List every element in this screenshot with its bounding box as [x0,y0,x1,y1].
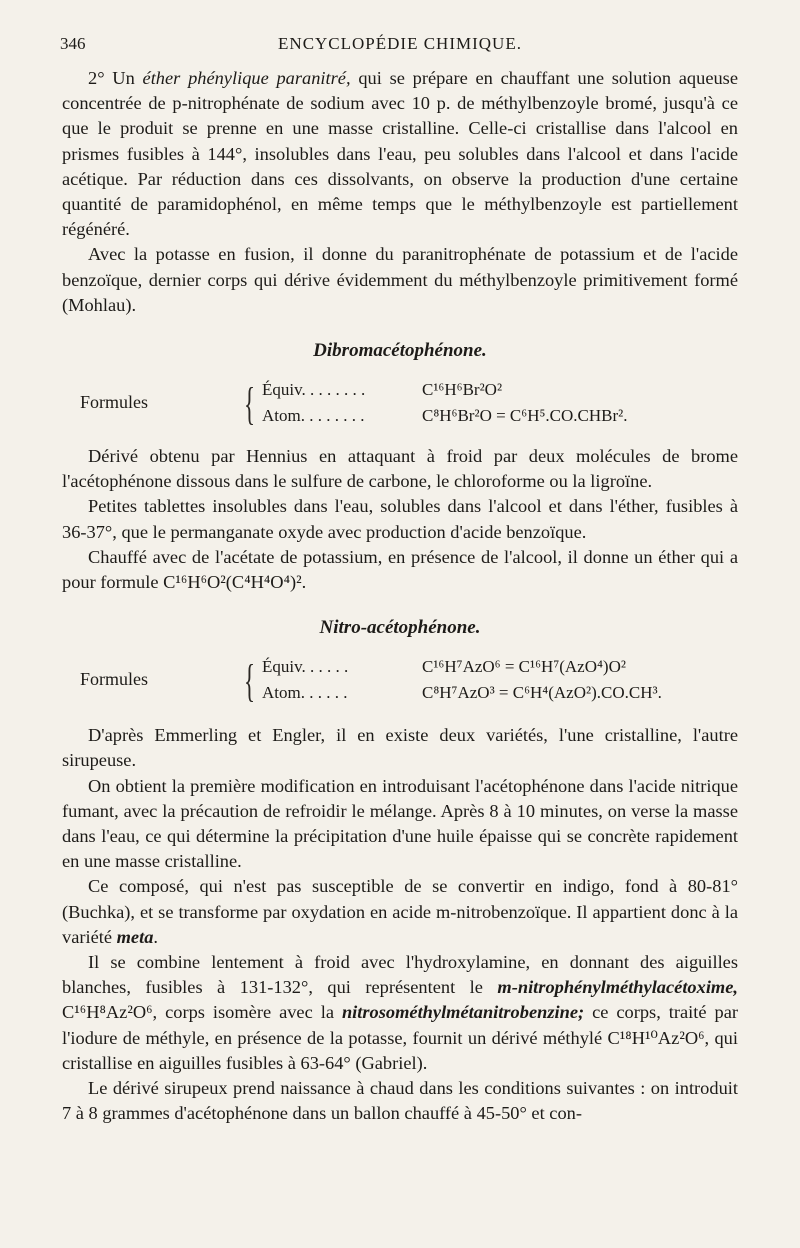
paragraph-premiere-modification: On obtient la première modification en introduisant l'acétophénone dans l'acide nitrique fumant, avec la précaution de refroidir le mélange. Après 8 à 10 minutes, on verse la masse dans l'eau, ce qui détermine la précipitation d'une huile épaisse qui se concrète rapidement en une masse cristalline. [62,775,738,872]
page-number: 346 [60,34,86,53]
formula-row-atom [262,683,662,703]
paragraph-ether [62,66,738,242]
p9-text-c: C¹⁶H⁸Az²O⁶, corps isomère avec la [62,1002,342,1023]
section-title-nitroacetophenone: Nitro-acétophénone. [319,617,481,639]
running-title: ENCYCLOPÉDIE CHIMIQUE. [278,34,522,53]
paragraph-hydroxylamine [62,950,738,1076]
formula-row-equiv [262,380,502,400]
p1-text: qui se prépare en chauffant une solution aqueuse concentrée de p-nitrophénate de sodium avec 10 p. de méthylbenzoyle bromé, jusqu'à ce que le produit se prenne en une masse cristalline. Celle-ci cristallise dans l'alcool en prismes fusibles à 144°, insolubles dans l'eau, peu solubles dans l'alcool et dans l'acide acétique. Par réduction dans ces dissolvants, on observe la production d'une certaine quantité de paramidophénol, en même temps que le méthylbenzoyle est partiellement régénéré. [62,68,738,240]
formula-key: Atom. . . . . . . . [262,406,365,426]
formula-label: Formules [80,392,149,413]
brace-glyph: { [244,655,256,707]
formula-value: C⁸H⁶Br²O = C⁶H⁵.CO.CHBr². [422,406,628,426]
formula-value: C¹⁶H⁶Br²O² [422,380,503,400]
formula-key: Équiv. . . . . . . . [262,380,366,400]
paragraph-acetate: Chauffé avec de l'acétate de potassium, en présence de l'alcool, il donne un éther qui a pour formule C¹⁶H⁶O²(C⁴H⁴O⁴)². [62,546,738,593]
formula-block-nitro [62,655,738,711]
p9-text-a: Il se combine lentement à froid avec l'hydroxylamine, en donnant des aiguilles blanches, fusibles à 131-132°, qui représentent le [62,952,738,998]
brace-glyph: { [244,378,256,430]
formula-key: Atom. . . . . . [262,683,348,703]
formula-row-equiv [262,657,626,677]
formula-row-atom [262,406,627,426]
p8-end: . [153,926,159,947]
paragraph-hennius: Dérivé obtenu par Hennius en attaquant à froid par deux molécules de brome l'acétophénone dissous dans le sulfure de carbone, le chloroforme ou la ligroïne. [62,446,738,492]
paragraph-potasse: Avec la potasse en fusion, il donne du paranitrophénate de potassium et de l'acide benzoïque, dernier corps qui dérive évidemment du méthylbenzoyle primitivement formé (Mohlau). [62,244,738,315]
p1-lead: 2° Un [88,68,143,88]
p8-text: Ce composé, qui n'est pas susceptible de se convertir en indigo, fond à 80-81° (Buchka), et se transforme par oxydation en acide m-nitrobenzoïque. Il appartient donc à la variété [62,876,738,947]
paragraph-tablettes: Petites tablettes insolubles dans l'eau, solubles dans l'alcool et dans l'éther, fusibles à 36-37°, que le permanganate oxyde avec production d'acide benzoïque. [62,496,738,542]
paragraph-derive-sirupeux: Le dérivé sirupeux prend naissance à chaud dans les conditions suivantes : on introduit 7 à 8 grammes d'acétophénone dans un ballon chauffé à 45-50° et con- [62,1078,738,1124]
term-meta: meta [116,926,154,947]
paragraph-compose [62,874,738,950]
term-acetoxime: m-nitrophénylméthylacétoxime, [497,977,738,998]
term-nitrosomethyl: nitrosométhylmétanitrobenzine; [341,1002,585,1023]
term-ether: éther phénylique paranitré, [142,68,351,88]
paragraph-emmerling: D'après Emmerling et Engler, il en existe deux variétés, l'une cristalline, l'autre sirupeuse. [62,725,738,771]
page-header [60,34,740,58]
formula-block-dibrom [62,378,738,434]
formula-key: Équiv. . . . . . [262,657,349,677]
formula-label: Formules [80,669,149,690]
formula-value: C⁸H⁷AzO³ = C⁶H⁴(AzO²).CO.CH³. [422,683,662,703]
page-body [62,66,738,1127]
formula-value: C¹⁶H⁷AzO⁶ = C¹⁶H⁷(AzO⁴)O² [422,657,626,677]
section-title-dibromacetophenone: Dibromacétophénone. [313,340,487,362]
p9-text-e: ce corps, traité par l'iodure de méthyle, en présence de la potasse, fournit un dérivé méthylé C¹⁸H¹⁰Az²O⁶, qui cristallise en aiguilles fusibles à 63-64° (Gabriel). [62,1002,738,1073]
